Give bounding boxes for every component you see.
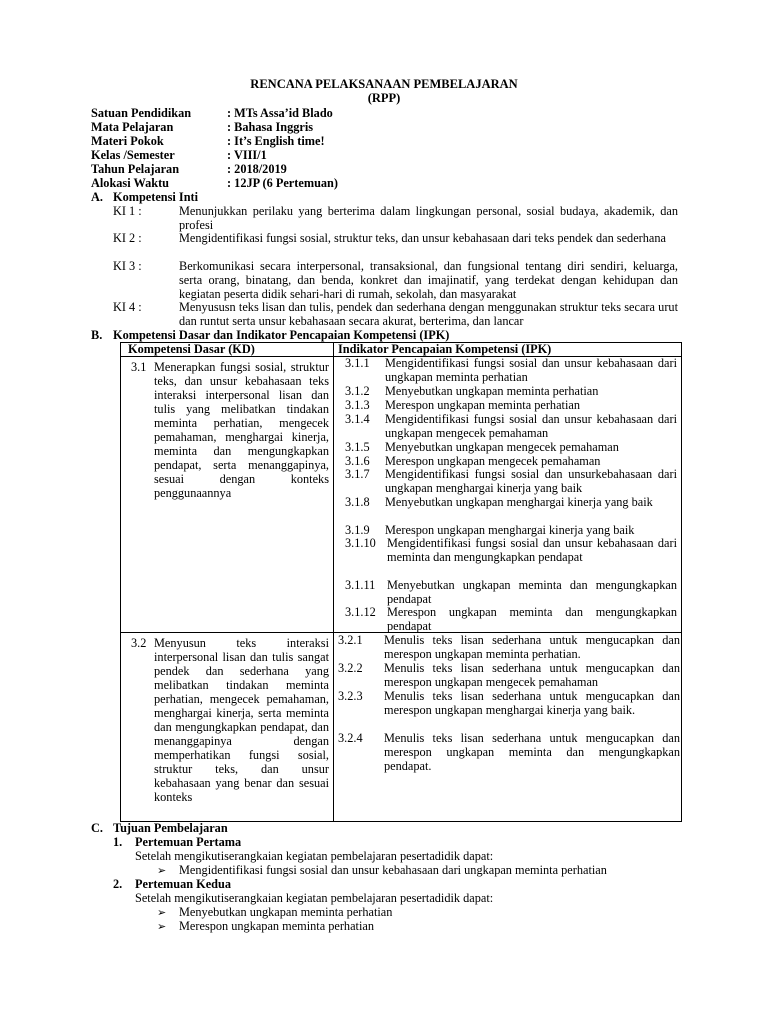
ipk-number: 3.1.7 (345, 467, 370, 481)
ki-item (113, 259, 678, 301)
arrow-bullet-icon: ➢ (157, 865, 167, 877)
meeting-intro: Setelah mengikutiserangkaian kegiatan pembelajaran pesertadidik dapat: (135, 849, 494, 863)
identity-value: : MTs Assa’id Blado (227, 106, 333, 120)
kd-text: Menyusun teks interaksi interpersonal lisan dan tulis sangat pendek dan sederhana yang melibatkan tindakan meminta perhatian, mengecek pemahaman, menghargai kinerja, serta meminta dan mengungkapkan pendapat, dan menanggapinya dengan memperhatikan fungsi sosial, struktur teks, dan unsur kebahasaan yang benar dan sesuai konteks (154, 636, 329, 804)
ipk-number: 3.1.9 (345, 523, 370, 537)
ipk-number: 3.1.8 (345, 495, 370, 509)
ipk-item (338, 633, 680, 661)
ki-code: KI 4 : (113, 300, 142, 314)
ki-code: KI 1 : (113, 204, 142, 218)
ipk-text: Menyebutkan ungkapan menghargai kinerja yang baik (385, 495, 653, 509)
ki-code: KI 2 : (113, 231, 142, 245)
identity-label: Alokasi Waktu (91, 176, 170, 190)
ki-text: Mengidentifikasi fungsi sosial, struktur teks, dan unsur kebahasaan dari teks pendek dan sederhana (179, 231, 666, 245)
ki-item (113, 231, 678, 245)
ipk-text: Merespon ungkapan mengecek pemahaman (385, 454, 601, 468)
ipk-number: 3.1.10 (345, 536, 376, 550)
identity-label: Kelas /Semester (91, 148, 175, 162)
ipk-item (345, 398, 677, 412)
identity-value: : Bahasa Inggris (227, 120, 314, 134)
ipk-text: Merespon ungkapan meminta dan mengungkapkan pendapat (387, 605, 677, 633)
ipk-item (345, 384, 677, 398)
objective-text: Merespon ungkapan meminta perhatian (179, 919, 374, 933)
objective-item (157, 863, 607, 878)
identity-value: : 12JP (6 Pertemuan) (227, 176, 338, 190)
ipk-item (345, 578, 677, 606)
ipk-text: Menyebutkan ungkapan mengecek pemahaman (385, 440, 619, 454)
meeting-title: Pertemuan Kedua (135, 877, 231, 891)
ipk-item (345, 454, 677, 468)
ipk-text: Menulis teks lisan sederhana untuk mengucapkan dan merespon ungkapan mengecek pemahaman (384, 661, 680, 689)
ipk-text: Merespon ungkapan meminta perhatian (385, 398, 580, 412)
ipk-number: 3.2.3 (338, 689, 363, 703)
ipk-number: 3.1.4 (345, 412, 370, 426)
ipk-item (345, 356, 677, 384)
ipk-number: 3.2.2 (338, 661, 363, 675)
ki-code: KI 3 : (113, 259, 142, 273)
ipk-item (338, 689, 680, 717)
column-header-ipk: Indikator Pencapaian Kompetensi (IPK) (338, 342, 552, 356)
column-divider (333, 342, 334, 822)
ipk-number: 3.1.1 (345, 356, 370, 370)
identity-value: : VIII/1 (227, 148, 267, 162)
ipk-text: Menyebutkan ungkapan meminta dan mengungkapkan pendapat (387, 578, 677, 606)
arrow-bullet-icon: ➢ (157, 921, 167, 933)
identity-label: Materi Pokok (91, 134, 164, 148)
ipk-number: 3.1.12 (345, 605, 376, 619)
objective-text: Mengidentifikasi fungsi sosial dan unsur kebahasaan dari ungkapan meminta perhatian (179, 863, 607, 877)
ipk-number: 3.1.11 (345, 578, 376, 592)
section-letter: C. (91, 821, 103, 835)
ipk-item (338, 731, 680, 773)
section-letter: A. (91, 190, 103, 204)
ipk-text: Menulis teks lisan sederhana untuk mengucapkan dan merespon ungkapan meminta perhatian. (384, 633, 680, 661)
kd-cell (131, 360, 329, 500)
ipk-text: Menulis teks lisan sederhana untuk mengucapkan dan merespon ungkapan menghargai kinerja yang baik. (384, 689, 680, 717)
identity-label: Tahun Pelajaran (91, 162, 180, 176)
kd-number: 3.2 (131, 636, 147, 650)
ipk-number: 3.1.6 (345, 454, 370, 468)
ipk-item (345, 605, 677, 633)
ipk-item (345, 412, 677, 440)
identity-value: : 2018/2019 (227, 162, 287, 176)
section-title: Kompetensi Dasar dan Indikator Pencapaian Kompetensi (IPK) (113, 328, 450, 342)
ipk-number: 3.1.5 (345, 440, 370, 454)
kd-number: 3.1 (131, 360, 147, 374)
ipk-item (345, 536, 677, 564)
ki-item (113, 300, 678, 328)
ipk-text: Mengidentifikasi fungsi sosial dan unsur kebahasaan dari ungkapan mengecek pemahaman (385, 412, 677, 440)
meeting-title: Pertemuan Pertama (135, 835, 242, 849)
ki-text: Berkomunikasi secara interpersonal, transaksional, dan fungsional tentang diri sendiri, keluarga, serta orang, binatang, dan benda, konkret dan imajinatif, yang terdekat dengan kehidupan dan kegiatan peserta didik sehari-hari di rumah, sekolah, dan masyarakat (179, 259, 678, 301)
ipk-item (338, 661, 680, 689)
section-letter: B. (91, 328, 103, 342)
section-title: Kompetensi Inti (113, 190, 199, 204)
meeting-number: 1. (113, 835, 123, 849)
section-a-heading (91, 190, 198, 204)
ipk-text: Mengidentifikasi fungsi sosial dan unsur kebahasaan dari ungkapan meminta perhatian (385, 356, 677, 384)
objective-text: Menyebutkan ungkapan meminta perhatian (179, 905, 393, 919)
arrow-bullet-icon: ➢ (157, 907, 167, 919)
document-title: RENCANA PELAKSANAAN PEMBELAJARAN (250, 77, 518, 91)
section-b-heading (91, 328, 449, 342)
meeting-intro: Setelah mengikutiserangkaian kegiatan pembelajaran pesertadidik dapat: (135, 891, 494, 905)
ipk-item (345, 440, 677, 454)
objective-item (157, 905, 392, 920)
objective-item (157, 919, 374, 934)
ipk-text: Menyebutkan ungkapan meminta perhatian (385, 384, 599, 398)
meeting-heading (113, 877, 231, 891)
ki-text: Menyususn teks lisan dan tulis, pendek dan sederhana dengan menggunakan struktur teks secara urut dan runtut serta unsur kebahasaan secara akurat, berterima, dan lancar (179, 300, 678, 328)
ipk-number: 3.1.3 (345, 398, 370, 412)
ipk-number: 3.2.4 (338, 731, 363, 745)
kd-cell (131, 636, 329, 804)
ipk-number: 3.1.2 (345, 384, 370, 398)
ipk-item (345, 495, 677, 509)
ipk-text: Mengidentifikasi fungsi sosial dan unsurkebahasaan dari ungkapan menghargai kinerja yang baik (385, 467, 677, 495)
ipk-text: Merespon ungkapan menghargai kinerja yang baik (385, 523, 635, 537)
document-subtitle: (RPP) (367, 91, 401, 105)
ipk-number: 3.2.1 (338, 633, 363, 647)
column-header-kd: Kompetensi Dasar (KD) (128, 342, 255, 356)
meeting-number: 2. (113, 877, 123, 891)
ipk-text: Mengidentifikasi fungsi sosial dan unsur kebahasaan dari meminta dan mengungkapkan pendapat (387, 536, 677, 564)
ipk-text: Menulis teks lisan sederhana untuk mengucapkan dan merespon ungkapan meminta dan mengungkapkan pendapat. (384, 731, 680, 773)
identity-label: Satuan Pendidikan (91, 106, 192, 120)
identity-value: : It’s English time! (227, 134, 325, 148)
ki-text: Menunjukkan perilaku yang berterima dalam lingkungan personal, sosial budaya, akademik, dan profesi (179, 204, 678, 232)
kd-text: Menerapkan fungsi sosial, struktur teks, dan unsur kebahasaan teks interaksi interpersonal lisan dan tulis yang melibatkan tindakan meminta perhatian, mengecek pemahaman, menghargai kinerja, meminta dan mengungkapkan pendapat, serta menanggapinya, sesuai dengan konteks penggunaannya (154, 360, 329, 500)
section-title: Tujuan Pembelajaran (113, 821, 228, 835)
identity-label: Mata Pelajaran (91, 120, 174, 134)
ipk-item (345, 523, 677, 537)
ipk-item (345, 467, 677, 495)
meeting-heading (113, 835, 241, 849)
ki-item (113, 204, 678, 232)
section-c-heading (91, 821, 228, 835)
